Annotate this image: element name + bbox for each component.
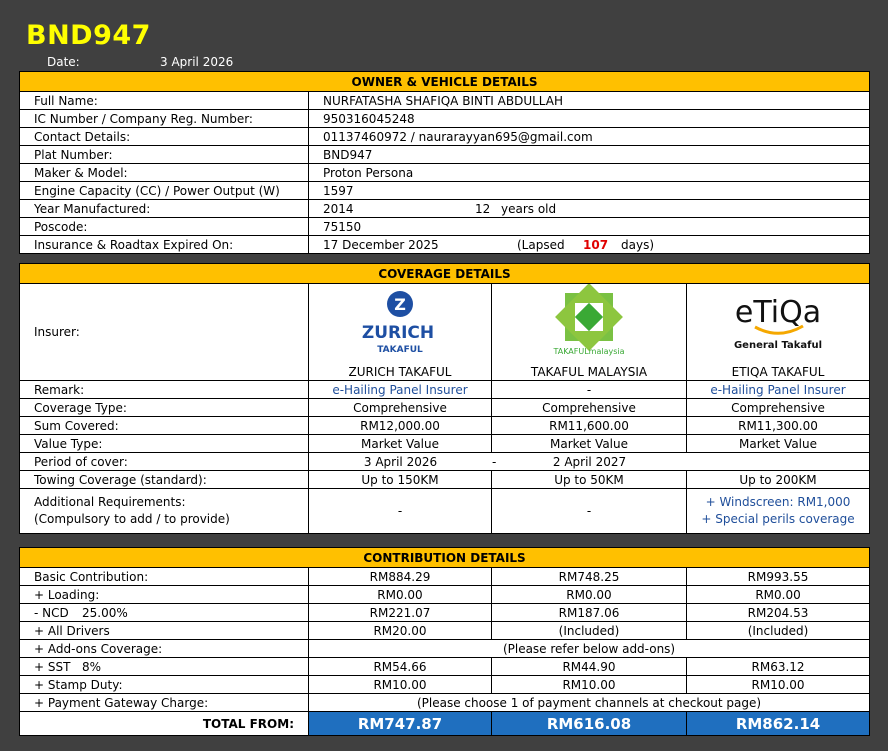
loading-takaful-malaysia: RM0.00	[492, 586, 687, 604]
etiqa-logo	[687, 284, 870, 365]
row-label: Insurance & Roadtax Expired On:	[20, 236, 309, 254]
row-label: Engine Capacity (CC) / Power Output (W)	[20, 182, 309, 200]
row-label: Year Manufactured:	[20, 200, 309, 218]
total-takaful-malaysia: RM616.08	[492, 712, 687, 736]
table-row	[20, 399, 870, 417]
towing-zurich: Up to 150KM	[309, 471, 492, 489]
additional-zurich: -	[309, 489, 492, 534]
table-row	[20, 489, 870, 534]
svg-text:Z: Z	[394, 295, 406, 314]
row-label: Coverage Type:	[20, 399, 309, 417]
value-type-etiqa: Market Value	[687, 435, 870, 453]
insurer-name-etiqa: ETIQA TAKAFUL	[687, 364, 870, 381]
zurich-logo-text: ZURICH	[361, 323, 435, 343]
basic-etiqa: RM993.55	[687, 568, 870, 586]
takaful-malaysia-logo-text: TAKAFULmalaysia	[553, 347, 625, 356]
year-value: 2014	[323, 201, 354, 216]
ncd-zurich: RM221.07	[309, 604, 492, 622]
table-row	[20, 453, 870, 471]
table-row	[20, 622, 870, 640]
value-type-takaful-malaysia: Market Value	[492, 435, 687, 453]
plate-number-title: BND947	[26, 20, 151, 51]
row-label: IC Number / Company Reg. Number:	[20, 110, 309, 128]
sst-label-cell	[20, 658, 309, 676]
lapsed-suffix: days)	[621, 237, 655, 252]
owner-vehicle-table	[19, 71, 870, 254]
contribution-header: CONTRIBUTION DETAILS	[20, 548, 870, 568]
sst-etiqa: RM63.12	[687, 658, 870, 676]
table-row	[20, 381, 870, 399]
row-label: Value Type:	[20, 435, 309, 453]
remark-takaful-malaysia: -	[492, 381, 687, 399]
table-row	[20, 182, 870, 200]
date-value: 3 April 2026	[160, 55, 234, 69]
contact-value: 01137460972 / naurarayyan695@gmail.com	[309, 128, 870, 146]
age-unit: years old	[501, 201, 557, 216]
row-label: Remark:	[20, 381, 309, 399]
expiry-value	[309, 236, 870, 254]
additional-label-line-1: Additional Requirements:	[34, 495, 186, 509]
row-label: Maker & Model:	[20, 164, 309, 182]
additional-etiqa	[687, 489, 870, 534]
gateway-note: (Please choose 1 of payment channels at checkout page)	[309, 694, 870, 712]
takaful-malaysia-logo-icon	[529, 284, 649, 360]
ncd-etiqa: RM204.53	[687, 604, 870, 622]
sst-zurich: RM54.66	[309, 658, 492, 676]
table-row	[20, 658, 870, 676]
table-row	[20, 92, 870, 110]
ic-number-value: 950316045248	[309, 110, 870, 128]
table-row	[20, 604, 870, 622]
expiry-date: 17 December 2025	[323, 237, 439, 252]
sum-zurich: RM12,000.00	[309, 417, 492, 435]
zurich-logo-sub: TAKAFUL	[377, 345, 423, 355]
lapsed-days: 107	[583, 237, 609, 252]
table-row	[20, 200, 870, 218]
row-label: Full Name:	[20, 92, 309, 110]
total-row	[20, 712, 870, 736]
table-row	[20, 694, 870, 712]
total-label: TOTAL FROM:	[20, 712, 309, 736]
ncd-label: - NCD	[34, 605, 69, 620]
date-label: Date:	[47, 55, 80, 69]
drivers-takaful-malaysia: (Included)	[492, 622, 687, 640]
loading-etiqa: RM0.00	[687, 586, 870, 604]
etiqa-logo-sub: General Takaful	[733, 340, 823, 351]
sum-etiqa: RM11,300.00	[687, 417, 870, 435]
row-label: Plat Number:	[20, 146, 309, 164]
addons-note: (Please refer below add-ons)	[309, 640, 870, 658]
basic-takaful-malaysia: RM748.25	[492, 568, 687, 586]
contribution-table	[19, 547, 870, 736]
insurer-name-takaful-malaysia: TAKAFUL MALAYSIA	[492, 364, 687, 381]
row-label: Basic Contribution:	[20, 568, 309, 586]
takaful-malaysia-logo	[492, 284, 687, 365]
table-row	[20, 640, 870, 658]
value-type-zurich: Market Value	[309, 435, 492, 453]
remark-zurich: e-Hailing Panel Insurer	[309, 381, 492, 399]
period-separator: -	[492, 454, 497, 469]
table-row	[20, 236, 870, 254]
year-manufactured-value	[309, 200, 870, 218]
sst-rate: 8%	[82, 659, 102, 674]
basic-zurich: RM884.29	[309, 568, 492, 586]
additional-etiqa-line-1: + Windscreen: RM1,000	[705, 495, 851, 509]
table-row	[20, 146, 870, 164]
ncd-takaful-malaysia: RM187.06	[492, 604, 687, 622]
table-row	[20, 417, 870, 435]
total-zurich: RM747.87	[309, 712, 492, 736]
row-label: Poscode:	[20, 218, 309, 236]
table-row	[20, 676, 870, 694]
row-label: + Payment Gateway Charge:	[20, 694, 309, 712]
table-row	[20, 471, 870, 489]
towing-takaful-malaysia: Up to 50KM	[492, 471, 687, 489]
postcode-value: 75150	[309, 218, 870, 236]
table-row	[20, 435, 870, 453]
total-etiqa: RM862.14	[687, 712, 870, 736]
remark-etiqa: e-Hailing Panel Insurer	[687, 381, 870, 399]
stamp-zurich: RM10.00	[309, 676, 492, 694]
plat-number-value: BND947	[309, 146, 870, 164]
towing-etiqa: Up to 200KM	[687, 471, 870, 489]
table-row	[20, 586, 870, 604]
table-row	[20, 128, 870, 146]
coverage-type-etiqa: Comprehensive	[687, 399, 870, 417]
full-name-value: NURFATASHA SHAFIQA BINTI ABDULLAH	[309, 92, 870, 110]
age-value: 12	[475, 201, 491, 216]
coverage-table	[19, 263, 870, 534]
sst-takaful-malaysia: RM44.90	[492, 658, 687, 676]
row-label: Contact Details:	[20, 128, 309, 146]
engine-capacity-value: 1597	[309, 182, 870, 200]
table-row	[20, 110, 870, 128]
coverage-header: COVERAGE DETAILS	[20, 264, 870, 284]
stamp-etiqa: RM10.00	[687, 676, 870, 694]
sst-label: + SST	[34, 659, 71, 674]
zurich-logo-icon	[340, 284, 460, 360]
ncd-rate: 25.00%	[82, 605, 128, 620]
etiqa-logo-text: eTiQa	[734, 295, 822, 330]
row-label: + Stamp Duty:	[20, 676, 309, 694]
period-end: 2 April 2027	[552, 454, 627, 469]
etiqa-logo-icon	[713, 284, 843, 360]
maker-model-value: Proton Persona	[309, 164, 870, 182]
row-label: Period of cover:	[20, 453, 309, 471]
stamp-takaful-malaysia: RM10.00	[492, 676, 687, 694]
row-label: Sum Covered:	[20, 417, 309, 435]
additional-etiqa-line-2: + Special perils coverage	[701, 512, 855, 526]
ncd-label-cell	[20, 604, 309, 622]
coverage-type-takaful-malaysia: Comprehensive	[492, 399, 687, 417]
row-label: + All Drivers	[20, 622, 309, 640]
period-of-cover	[309, 453, 870, 471]
drivers-zurich: RM20.00	[309, 622, 492, 640]
lapsed-prefix: (Lapsed	[517, 237, 565, 252]
insurer-label: Insurer:	[20, 284, 309, 381]
insurer-name-zurich: ZURICH TAKAFUL	[309, 364, 492, 381]
additional-label-line-2: (Compulsory to add / to provide)	[34, 512, 230, 526]
table-row	[20, 218, 870, 236]
coverage-type-zurich: Comprehensive	[309, 399, 492, 417]
row-label: + Loading:	[20, 586, 309, 604]
zurich-logo	[309, 284, 492, 365]
period-start: 3 April 2026	[363, 454, 438, 469]
drivers-etiqa: (Included)	[687, 622, 870, 640]
row-label: Towing Coverage (standard):	[20, 471, 309, 489]
sum-takaful-malaysia: RM11,600.00	[492, 417, 687, 435]
additional-requirements-label	[20, 489, 309, 534]
table-row	[20, 164, 870, 182]
additional-takaful-malaysia: -	[492, 489, 687, 534]
owner-header: OWNER & VEHICLE DETAILS	[20, 72, 870, 92]
row-label: + Add-ons Coverage:	[20, 640, 309, 658]
table-row	[20, 568, 870, 586]
loading-zurich: RM0.00	[309, 586, 492, 604]
